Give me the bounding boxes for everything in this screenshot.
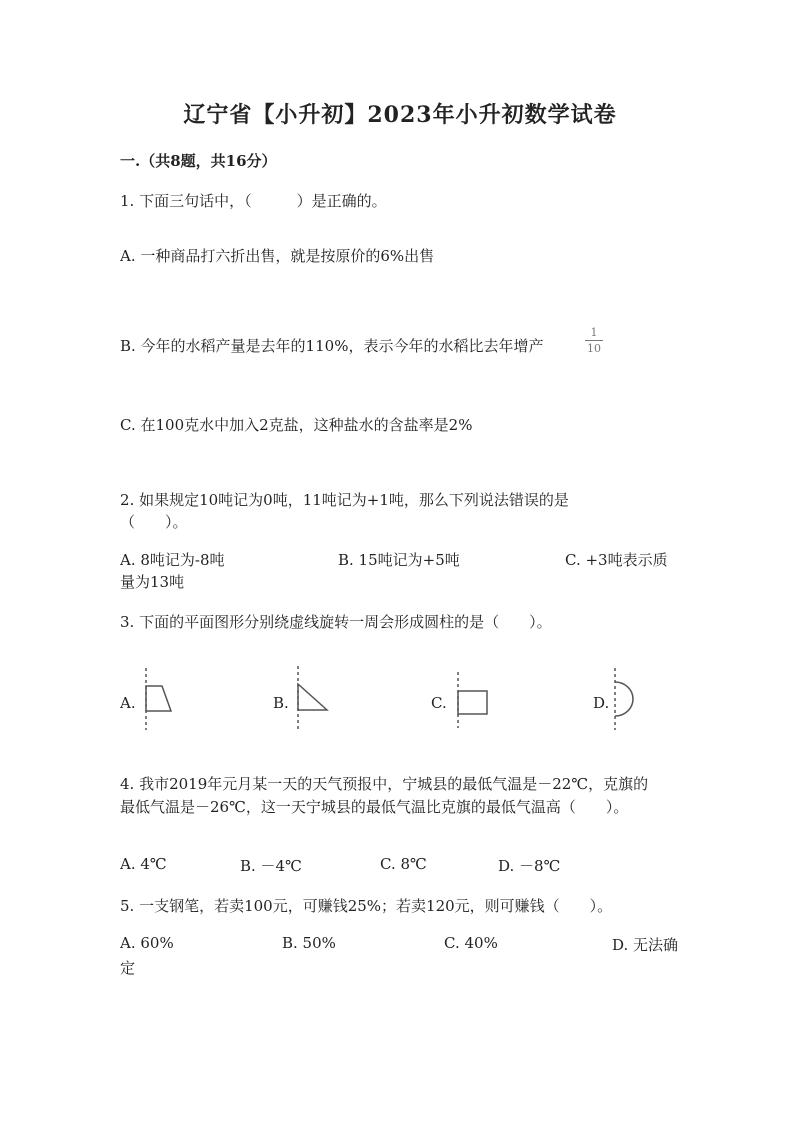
q4-option-a: A. 4℃ xyxy=(120,855,167,873)
q2-option-a: A. 8吨记为-8吨 xyxy=(120,551,225,569)
q3-option-b-label: B. xyxy=(273,694,289,712)
q2-option-b: B. 15吨记为+5吨 xyxy=(338,551,460,569)
q1-stem: 1. 下面三句话中，（ ）是正确的。 xyxy=(120,192,387,210)
q5-option-d-line2: 定 xyxy=(120,959,136,977)
q3-option-d-label: D. xyxy=(593,694,610,712)
q4-option-d: D. －8℃ xyxy=(498,857,561,875)
fraction-numerator: 1 xyxy=(590,326,598,339)
q1-fraction xyxy=(583,326,605,355)
q2-option-c-line1: C. +3吨表示质 xyxy=(565,551,668,569)
q3-figure-b-triangle xyxy=(290,666,332,730)
q3-figure-d-semicircle xyxy=(608,668,642,730)
fraction-denominator: 10 xyxy=(587,342,601,355)
q3-option-c-label: C. xyxy=(431,694,447,712)
q2-stem-line1: 2. 如果规定10吨记为0吨，11吨记为+1吨，那么下列说法错误的是 xyxy=(120,491,569,509)
rectangle-shape xyxy=(458,691,487,714)
q3-figure-c-rectangle xyxy=(450,672,492,728)
q5-option-c: C. 40% xyxy=(444,934,498,952)
q5-option-a: A. 60% xyxy=(120,934,174,952)
section-heading: 一.（共8题，共16分） xyxy=(120,152,277,170)
q5-option-d-line1: D. 无法确 xyxy=(612,936,679,954)
q3-figure-a-trapezoid xyxy=(138,668,178,730)
trapezoid-shape xyxy=(146,686,171,711)
q3-option-a-label: A. xyxy=(120,694,136,712)
fraction-bar xyxy=(585,340,603,341)
q4-stem-line1: 4. 我市2019年元月某一天的天气预报中，宁城县的最低气温是－22℃，克旗的 xyxy=(120,775,649,793)
semicircle-shape xyxy=(615,682,633,716)
q2-stem-line2: （ ）。 xyxy=(120,513,188,531)
q4-option-b: B. －4℃ xyxy=(240,857,302,875)
exam-title: 辽宁省【小升初】2023年小升初数学试卷 xyxy=(183,102,617,128)
q3-stem: 3. 下面的平面图形分别绕虚线旋转一周会形成圆柱的是（ ）。 xyxy=(120,613,552,631)
q2-option-c-line2: 量为13吨 xyxy=(120,573,185,591)
q1-option-a: A. 一种商品打六折出售，就是按原价的6%出售 xyxy=(120,247,435,265)
q4-option-c: C. 8℃ xyxy=(380,855,427,873)
q1-option-c: C. 在100克水中加入2克盐，这种盐水的含盐率是2% xyxy=(120,416,473,434)
q4-stem-line2: 最低气温是－26℃，这一天宁城县的最低气温比克旗的最低气温高（ ）。 xyxy=(120,798,629,816)
q5-option-b: B. 50% xyxy=(282,934,336,952)
q1-option-b: B. 今年的水稻产量是去年的110%，表示今年的水稻比去年增产 xyxy=(120,337,544,355)
triangle-shape xyxy=(298,684,327,710)
q5-stem: 5. 一支钢笔，若卖100元，可赚钱25%；若卖120元，则可赚钱（ ）。 xyxy=(120,897,613,915)
